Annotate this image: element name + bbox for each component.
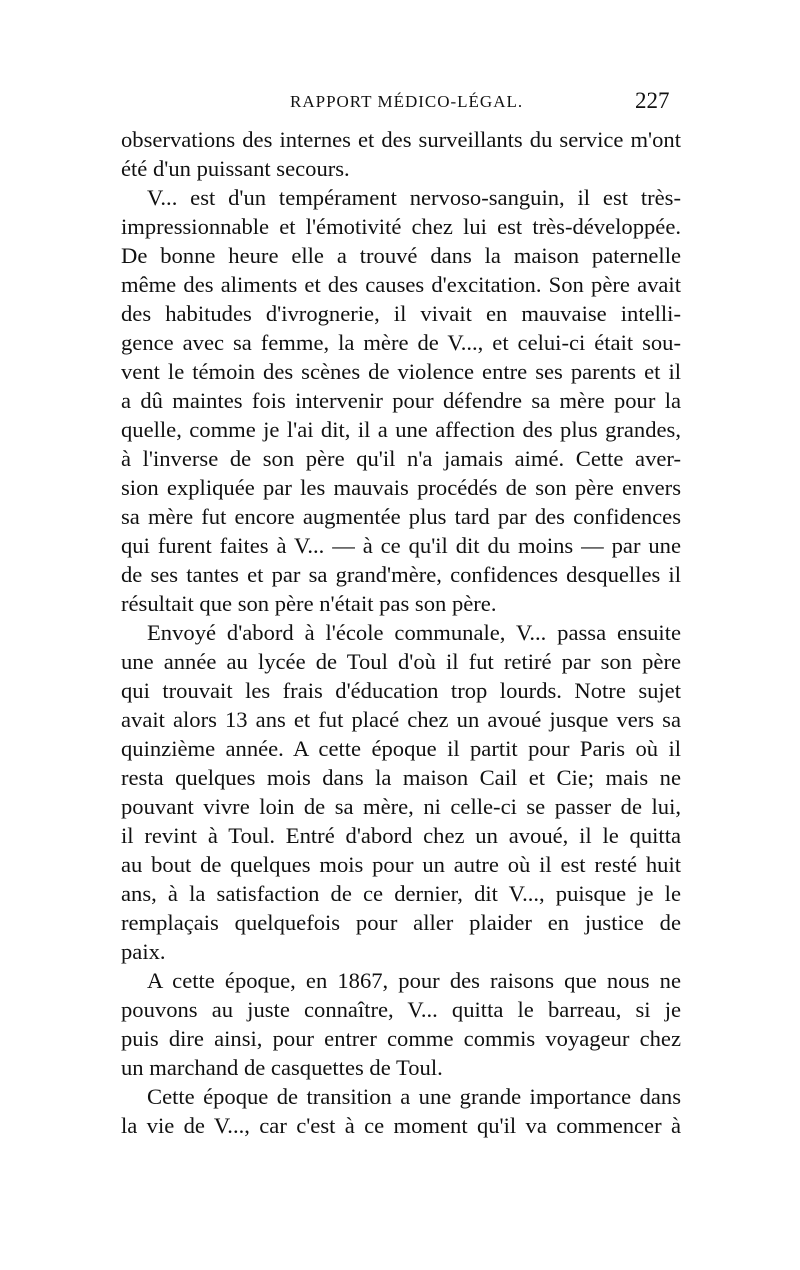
text-line: de ses tantes et par sa grand'mère, confidences desquelles il <box>121 562 681 587</box>
text-line: qui furent faites à V... — à ce qu'il dit du moins — par une <box>121 533 681 558</box>
text-line: il revint à Toul. Entré d'abord chez un avoué, il le quitta <box>121 823 681 848</box>
text-line: quelle, comme je l'ai dit, il a une affection des plus grandes, <box>121 417 681 442</box>
text-line: paix. <box>121 939 166 964</box>
running-header: RAPPORT MÉDICO-LÉGAL. <box>290 92 524 111</box>
text-line: sion expliquée par les mauvais procédés de son père envers <box>121 475 681 500</box>
text-line: un marchand de casquettes de Toul. <box>121 1055 443 1080</box>
text-line: resta quelques mois dans la maison Cail et Cie; mais ne <box>121 765 681 790</box>
text-line: A cette époque, en 1867, pour des raisons que nous ne <box>147 968 681 993</box>
text-line: des habitudes d'ivrognerie, il vivait en mauvaise intelli- <box>121 301 681 326</box>
text-line: De bonne heure elle a trouvé dans la maison paternelle <box>121 243 681 268</box>
text-line: remplaçais quelquefois pour aller plaider en justice de <box>121 910 681 935</box>
text-line: gence avec sa femme, la mère de V..., et celui-ci était sou- <box>121 330 681 355</box>
text-line: pouvons au juste connaître, V... quitta le barreau, si je <box>121 997 681 1022</box>
text-line: été d'un puissant secours. <box>121 156 350 181</box>
text-line: au bout de quelques mois pour un autre où il est resté huit <box>121 852 681 877</box>
text-line: V... est d'un tempérament nervoso-sanguin, il est très- <box>147 185 681 210</box>
text-line: avait alors 13 ans et fut placé chez un avoué jusque vers sa <box>121 707 681 732</box>
text-line: puis dire ainsi, pour entrer comme commis voyageur chez <box>121 1026 681 1051</box>
body-text <box>121 125 681 1140</box>
text-line: à l'inverse de son père qu'il n'a jamais aimé. Cette aver- <box>121 446 681 471</box>
text-line: une année au lycée de Toul d'où il fut retiré par son père <box>121 649 681 674</box>
text-line: a dû maintes fois intervenir pour défendre sa mère pour la <box>121 388 681 413</box>
text-line: quinzième année. A cette époque il partit pour Paris où il <box>121 736 681 761</box>
text-line: observations des internes et des surveillants du service m'ont <box>121 127 681 152</box>
text-line: Envoyé d'abord à l'école communale, V... passa ensuite <box>147 620 681 645</box>
text-line: sa mère fut encore augmentée plus tard par des confidences <box>121 504 681 529</box>
text-line: Cette époque de transition a une grande importance dans <box>147 1084 681 1109</box>
text-line: résultait que son père n'était pas son père. <box>121 591 497 616</box>
text-line: vent le témoin des scènes de violence entre ses parents et il <box>121 359 681 384</box>
page-number: 227 <box>635 88 670 113</box>
text-line: impressionnable et l'émotivité chez lui est très-développée. <box>121 214 681 239</box>
text-line: ans, à la satisfaction de ce dernier, dit V..., puisque je le <box>121 881 681 906</box>
text-line: qui trouvait les frais d'éducation trop lourds. Notre sujet <box>121 678 681 703</box>
text-line: même des aliments et des causes d'excitation. Son père avait <box>121 272 681 297</box>
text-line: pouvant vivre loin de sa mère, ni celle-ci se passer de lui, <box>121 794 681 819</box>
text-line: la vie de V..., car c'est à ce moment qu'il va commencer à <box>121 1113 681 1138</box>
